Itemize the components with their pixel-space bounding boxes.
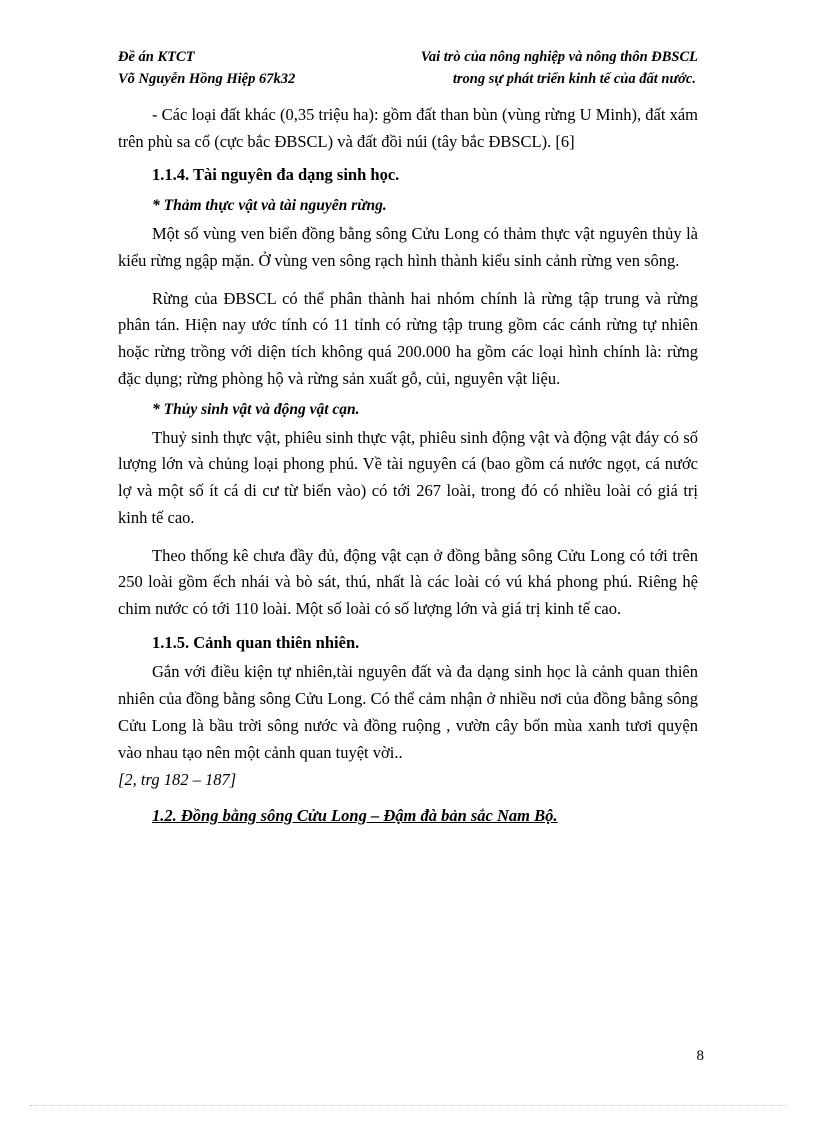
- header-topic-line1: Vai trò của nông nghiệp và nông thôn ĐBSCL: [420, 49, 698, 65]
- heading-section-1-2: 1.2. Đồng bằng sông Cửu Long – Đậm đà bản sắc Nam Bộ.: [152, 805, 558, 825]
- paragraph-landscape: Gắn với điều kiện tự nhiên,tài nguyên đất và đa dạng sinh học là cảnh quan thiên nhiên của đồng bằng sông Cửu Long. Có thể cảm nhận ở nhiều nơi của đồng bằng sông Cửu Long là bầu trời sông nước và đồng ruộng , vườn cây bốn mùa xanh tươi quyện vào nhau tạo nên một cảnh quan tuyệt vời..: [118, 662, 698, 762]
- paragraph-citation: [2, trg 182 – 187]: [118, 770, 237, 790]
- page-header: [118, 46, 698, 91]
- scan-artifact-line: [30, 1105, 786, 1106]
- paragraph-other-soils: - Các loại đất khác (0,35 triệu ha): gồm đất than bùn (vùng rừng U Minh), đất xám trên phù sa cổ (cực bắc ĐBSCL) và đất đồi núi (tây bắc ĐBSCL). [6]: [118, 104, 698, 151]
- heading-section-1-1-5: 1.1.5. Cảnh quan thiên nhiên.: [152, 632, 360, 652]
- heading-section-1-1-4: 1.1.4. Tài nguyên đa dạng sinh học.: [152, 165, 400, 185]
- header-author: Võ Nguyễn Hồng Hiệp 67k32: [118, 71, 296, 88]
- subheading-aquatic-life: * Thủy sinh vật và động vật cạn.: [152, 400, 360, 418]
- subheading-vegetation: * Thảm thực vật và tài nguyên rừng.: [152, 197, 387, 215]
- page-number: 8: [696, 1048, 704, 1064]
- paragraph-aquatic-life: Thuỷ sinh thực vật, phiêu sinh thực vật, phiêu sinh động vật và động vật đáy có số lượng lớn và chủng loại phong phú. Về tài nguyên cá (bao gồm cá nước ngọt, cá nước lợ và một số ít cá di cư từ biển vào) có tới 267 loài, trong đó có nhiều loài có giá trị kinh tế cao.: [118, 427, 698, 527]
- header-left: [118, 46, 295, 91]
- header-topic-line2: trong sự phát triển kinh tế của đất nước.: [452, 71, 696, 88]
- header-right: [421, 46, 698, 91]
- header-course-title: Đề án KTCT: [118, 49, 195, 65]
- paragraph-forest-groups: Rừng của ĐBSCL có thể phân thành hai nhóm chính là rừng tập trung và rừng phân tán. Hiện nay ước tính có 11 tỉnh có rừng tập trung gồm các cánh rừng tự nhiên hoặc rừng trồng với diện tích không quá 200.000 ha gồm các loại hình chính là: rừng đặc dụng; rừng phòng hộ và rừng sản xuất gỗ, củi, nguyên vật liệu.: [118, 288, 698, 388]
- paragraph-land-animals: Theo thống kê chưa đầy đủ, động vật cạn ở đồng bằng sông Cửu Long có tới trên 250 loài gồm ếch nhái và bò sát, thú, nhất là các loài có vú khá phong phú. Riêng hệ chim nước có tới 110 loài. Một số loài có số lượng lớn và giá trị kinh tế cao.: [118, 545, 698, 618]
- page-content: [118, 46, 698, 846]
- paragraph-coastal-vegetation: Một số vùng ven biển đồng bằng sông Cửu Long có thảm thực vật nguyên thủy là kiểu rừng ngập mặn. Ở vùng ven sông rạch hình thành kiểu sinh cảnh rừng ven sông.: [118, 224, 698, 270]
